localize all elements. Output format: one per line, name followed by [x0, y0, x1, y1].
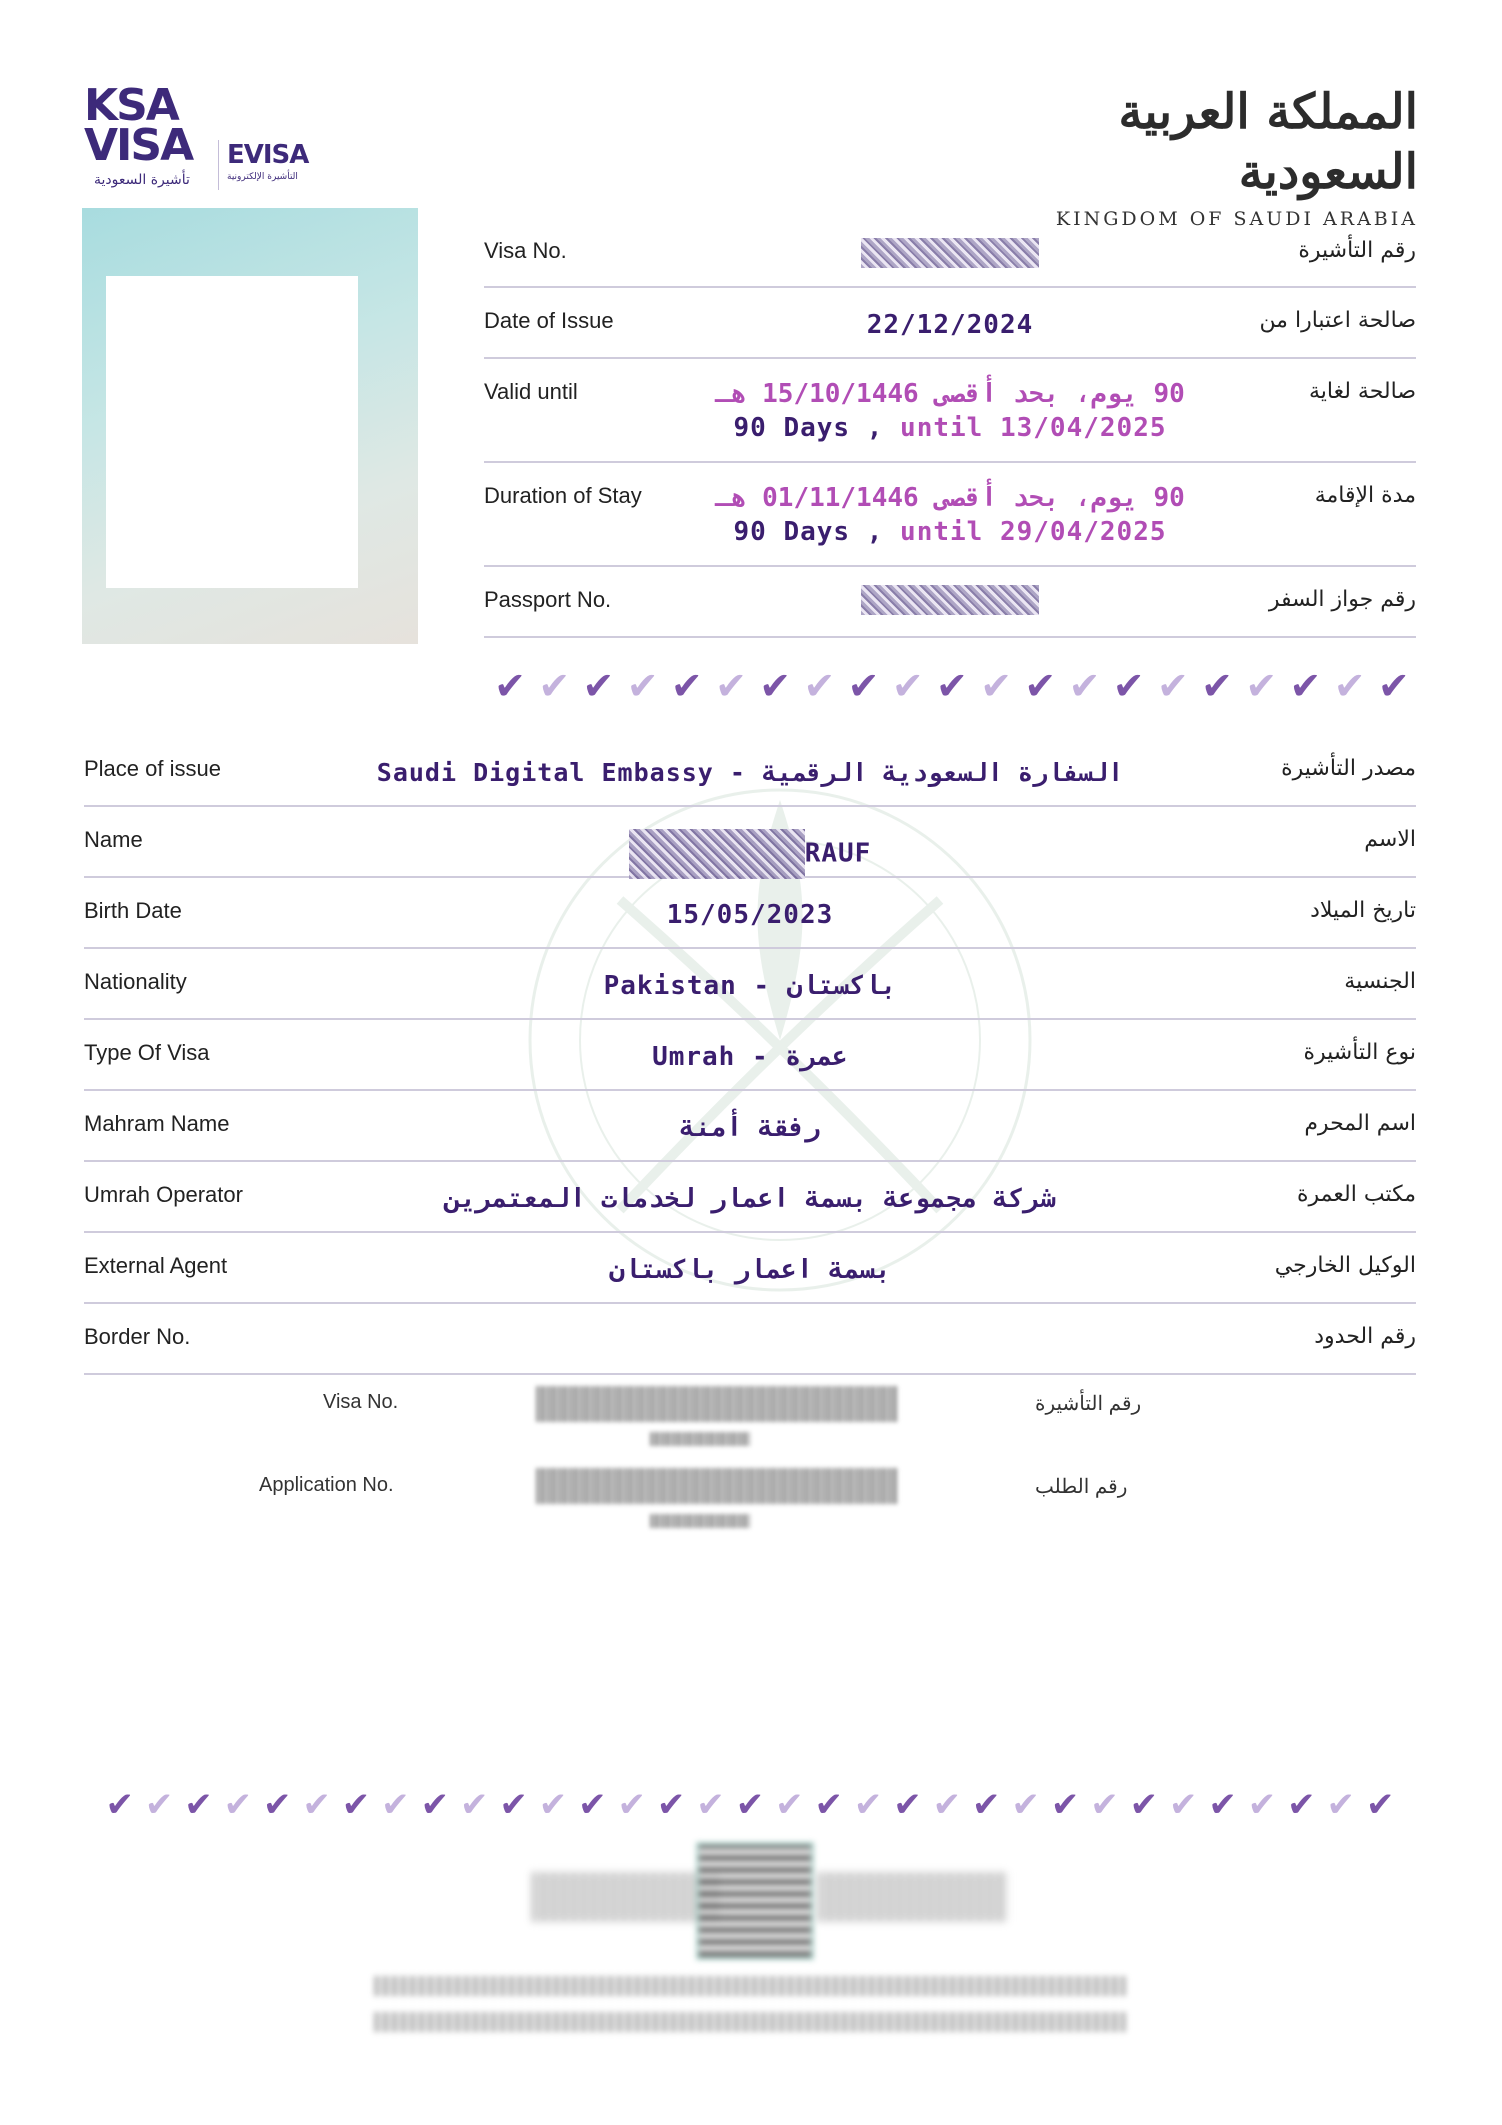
evisa-logo-subtitle: التأشيرة الإلكترونية: [227, 172, 298, 182]
check-mark-icon: ✔: [459, 1785, 489, 1825]
label-passport-no-ar: رقم جواز السفر: [1268, 587, 1416, 612]
check-mark-icon: ✔: [696, 1785, 725, 1825]
barcode-application-no: [536, 1468, 898, 1504]
check-pattern-top: [488, 664, 1416, 708]
check-mark-icon: ✔: [1090, 1785, 1119, 1825]
value-name: [84, 829, 1416, 879]
row-umrah-operator: [84, 1162, 1416, 1233]
kingdom-title-english: KINGDOM OF SAUDI ARABIA: [1055, 208, 1418, 230]
check-mark-icon: ✔: [1156, 664, 1189, 708]
value-nationality: Pakistan - باكستان: [603, 971, 897, 1001]
check-mark-icon: ✔: [1333, 664, 1366, 708]
check-mark-icon: ✔: [1365, 1785, 1395, 1825]
footer-line-2-blurred: [374, 2012, 1126, 2032]
label-place-of-issue: Place of issue: [84, 756, 221, 781]
check-mark-icon: ✔: [381, 1785, 410, 1825]
check-mark-icon: ✔: [1326, 1785, 1356, 1825]
label-border-no-ar: رقم الحدود: [1314, 1324, 1416, 1349]
row-type-of-visa: [84, 1020, 1416, 1091]
qr-code: [696, 1842, 814, 1960]
check-mark-icon: ✔: [759, 664, 792, 708]
label-visa-no-ar: رقم التأشيرة: [1298, 238, 1416, 263]
label-mahram-name: Mahram Name: [84, 1111, 230, 1136]
label-mahram-name-ar: اسم المحرم: [1304, 1111, 1416, 1136]
value-duration-hijri: 90 يوم، بحد أقصى 01/11/1446 هـ: [715, 483, 1185, 513]
label-umrah-operator: Umrah Operator: [84, 1182, 243, 1207]
name-visible-part: RAUF: [804, 838, 872, 869]
ksa-visa-logo: [84, 80, 309, 194]
label-duration-of-stay: Duration of Stay: [484, 483, 642, 508]
check-mark-icon: ✔: [1050, 1785, 1080, 1825]
check-mark-icon: ✔: [847, 664, 880, 708]
check-mark-icon: ✔: [538, 1785, 568, 1825]
check-mark-icon: ✔: [1287, 1785, 1316, 1825]
redacted-visa-no: [861, 238, 1039, 268]
footer-line-1-blurred: [374, 1976, 1126, 1996]
row-birth-date: [84, 878, 1416, 949]
label-duration-of-stay-ar: مدة الإقامة: [1314, 483, 1416, 508]
value-valid-until-gregorian: [484, 413, 1416, 443]
valid-until-days: 90 Days ,: [733, 413, 884, 443]
check-mark-icon: ✔: [1377, 664, 1410, 708]
row-border-no: [84, 1304, 1416, 1375]
check-mark-icon: ✔: [932, 1785, 962, 1825]
label-birth-date-ar: تاريخ الميلاد: [1310, 898, 1416, 923]
check-mark-icon: ✔: [494, 664, 527, 708]
label-type-of-visa: Type Of Visa: [84, 1040, 210, 1065]
value-type-of-visa: Umrah - عمرة: [652, 1042, 848, 1072]
value-mahram-name: رفقة أمنة: [679, 1113, 821, 1143]
label-border-no: Border No.: [84, 1324, 191, 1349]
barcode-visa-no-label: Visa No.: [323, 1391, 399, 1413]
value-duration-gregorian: [484, 517, 1416, 547]
check-mark-icon: ✔: [1201, 664, 1234, 708]
barcode-application-no-label: Application No.: [259, 1474, 394, 1496]
check-mark-icon: ✔: [302, 1785, 331, 1825]
check-mark-icon: ✔: [420, 1785, 450, 1825]
check-mark-icon: ✔: [582, 664, 615, 708]
check-mark-icon: ✔: [853, 1785, 883, 1825]
check-mark-icon: ✔: [803, 664, 836, 708]
check-mark-icon: ✔: [144, 1785, 174, 1825]
check-mark-icon: ✔: [1129, 1785, 1159, 1825]
valid-until-date: until 13/04/2025: [900, 413, 1167, 443]
photo-redaction: [106, 276, 358, 588]
row-name: [84, 807, 1416, 878]
check-mark-icon: ✔: [223, 1785, 253, 1825]
row-external-agent: [84, 1233, 1416, 1304]
label-passport-no: Passport No.: [484, 587, 612, 612]
check-mark-icon: ✔: [936, 664, 968, 708]
check-mark-icon: ✔: [715, 664, 747, 708]
check-mark-icon: ✔: [626, 664, 659, 708]
check-mark-icon: ✔: [972, 1785, 1001, 1825]
check-mark-icon: ✔: [538, 664, 571, 708]
barcode-visa-no: [536, 1386, 898, 1422]
evisa-logo-text: EVISA: [227, 140, 309, 170]
check-mark-icon: ✔: [891, 664, 924, 708]
label-birth-date: Birth Date: [84, 898, 182, 923]
check-mark-icon: ✔: [1245, 664, 1278, 708]
kingdom-title-arabic: المملكة العربية السعودية: [1118, 84, 1418, 200]
label-valid-until-ar: صالحة لغاية: [1308, 379, 1416, 404]
label-external-agent: External Agent: [84, 1253, 228, 1278]
kingdom-header: [1018, 82, 1418, 230]
value-visa-no: [484, 238, 1416, 275]
value-external-agent: بسمة اعمار باكستان: [609, 1255, 891, 1285]
check-mark-icon: ✔: [1208, 1785, 1237, 1825]
check-mark-icon: ✔: [184, 1785, 213, 1825]
check-mark-icon: ✔: [1247, 1785, 1277, 1825]
check-mark-icon: ✔: [1112, 664, 1145, 708]
check-mark-icon: ✔: [1011, 1785, 1040, 1825]
applicant-photo: [82, 208, 418, 644]
ksa-logo-line2: VISA: [84, 120, 193, 171]
check-mark-icon: ✔: [578, 1785, 607, 1825]
label-valid-until: Valid until: [484, 379, 578, 404]
check-mark-icon: ✔: [341, 1785, 371, 1825]
duration-days: 90 Days ,: [733, 517, 884, 547]
label-umrah-operator-ar: مكتب العمرة: [1297, 1182, 1416, 1207]
row-visa-no: [484, 216, 1416, 288]
label-type-of-visa-ar: نوع التأشيرة: [1303, 1040, 1416, 1065]
barcode-visa-no-label-ar: رقم التأشيرة: [1035, 1393, 1142, 1415]
check-mark-icon: ✔: [814, 1785, 843, 1825]
row-place-of-issue: [84, 736, 1416, 807]
check-pattern-bottom: [100, 1785, 1400, 1825]
check-mark-icon: ✔: [263, 1785, 292, 1825]
check-mark-icon: ✔: [1068, 664, 1101, 708]
check-mark-icon: ✔: [617, 1785, 647, 1825]
label-nationality-ar: الجنسية: [1344, 969, 1416, 994]
check-mark-icon: ✔: [735, 1785, 765, 1825]
check-mark-icon: ✔: [656, 1785, 686, 1825]
check-mark-icon: ✔: [105, 1785, 134, 1825]
redacted-name: [629, 829, 805, 879]
label-nationality: Nationality: [84, 969, 187, 994]
check-mark-icon: ✔: [893, 1785, 922, 1825]
check-mark-icon: ✔: [980, 664, 1013, 708]
check-mark-icon: ✔: [775, 1785, 804, 1825]
qr-left-text-blurred: [532, 1872, 722, 1922]
visa-details-bottom: [84, 736, 1416, 1375]
label-visa-no: Visa No.: [484, 238, 567, 263]
check-mark-icon: ✔: [499, 1785, 528, 1825]
value-birth-date: 15/05/2023: [666, 900, 834, 930]
row-nationality: [84, 949, 1416, 1020]
barcode-application-no-digits: [650, 1514, 750, 1528]
check-mark-icon: ✔: [1024, 664, 1057, 708]
value-date-of-issue: 22/12/2024: [866, 310, 1034, 340]
row-valid-until: [484, 359, 1416, 463]
value-umrah-operator: شركة مجموعة بسمة اعمار لخدمات المعتمرين: [444, 1184, 1056, 1214]
redacted-passport-no: [861, 585, 1039, 615]
evisa-logo: [218, 140, 308, 190]
check-mark-icon: ✔: [1168, 1785, 1198, 1825]
label-date-of-issue-ar: صالحة اعتبارا من: [1259, 308, 1416, 333]
label-name: Name: [84, 827, 143, 852]
check-mark-icon: ✔: [1289, 664, 1322, 708]
label-name-ar: الاسم: [1364, 827, 1416, 852]
duration-until-date: until 29/04/2025: [900, 517, 1167, 547]
barcode-visa-no-digits: [650, 1432, 750, 1446]
qr-right-text-blurred: [818, 1872, 1008, 1922]
visa-details-top: [484, 216, 1416, 638]
row-date-of-issue: [484, 288, 1416, 359]
ksa-logo-line1: KSA: [84, 80, 178, 131]
ksa-logo-subtitle: تأشيرة السعودية: [94, 172, 190, 188]
label-place-of-issue-ar: مصدر التأشيرة: [1281, 756, 1416, 781]
value-valid-until-hijri: 90 يوم، بحد أقصى 15/10/1446 هـ: [715, 379, 1185, 409]
check-mark-icon: ✔: [670, 664, 703, 708]
label-external-agent-ar: الوكيل الخارجي: [1274, 1253, 1416, 1278]
label-date-of-issue: Date of Issue: [484, 308, 614, 333]
row-passport-no: [484, 567, 1416, 638]
row-duration-of-stay: [484, 463, 1416, 567]
row-mahram-name: [84, 1091, 1416, 1162]
value-place-of-issue: Saudi Digital Embassy - السفارة السعودية الرقمية: [376, 758, 1124, 787]
barcode-application-no-label-ar: رقم الطلب: [1035, 1476, 1128, 1498]
